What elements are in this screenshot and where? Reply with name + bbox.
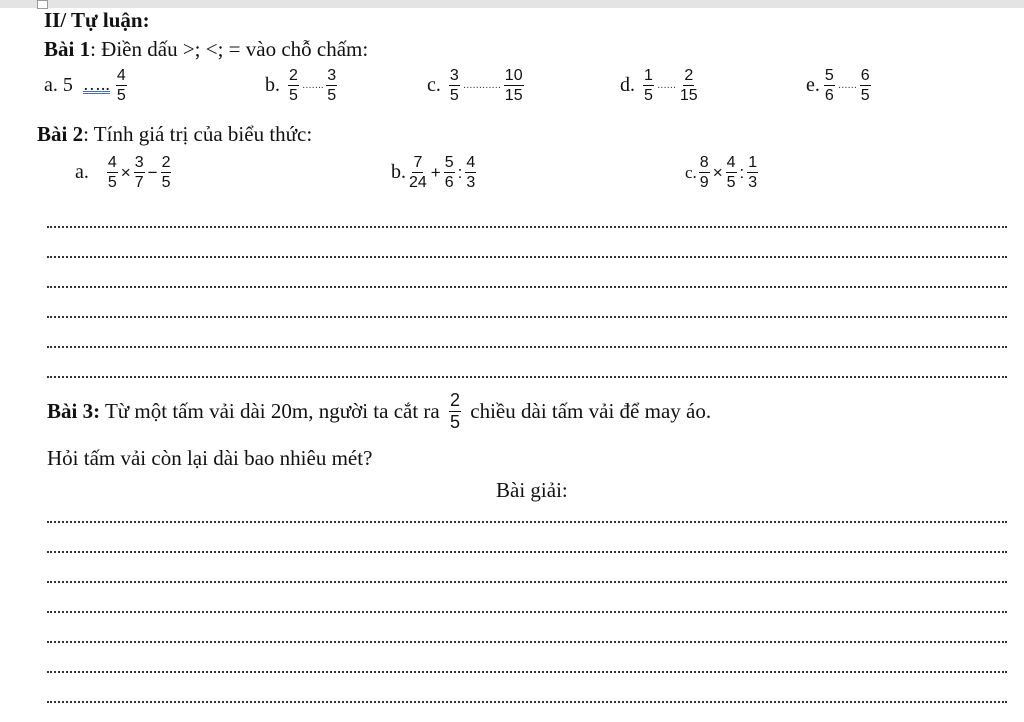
bai1-label: Bài 1 bbox=[44, 37, 91, 61]
answer-blank[interactable]: ………… bbox=[462, 80, 501, 91]
bai1-item-e bbox=[806, 66, 873, 105]
answer-blank[interactable]: ….. bbox=[82, 74, 110, 94]
bai2-label: Bài 2 bbox=[37, 122, 84, 146]
bai1-instruction: : Điền dấu >; <; = vào chỗ chấm: bbox=[90, 37, 369, 61]
fraction-right: $\frac{3}{5}$ bbox=[327, 67, 337, 104]
fraction: $\frac{1}{3}$ bbox=[748, 154, 758, 191]
fraction: $\frac{3}{7}$ bbox=[134, 154, 144, 191]
answer-line[interactable] bbox=[47, 376, 1007, 378]
item-label: d. bbox=[620, 74, 635, 96]
bai2-instruction: : Tính giá trị của biểu thức: bbox=[83, 122, 313, 146]
operator: − bbox=[147, 162, 158, 182]
operator: : bbox=[457, 162, 463, 182]
bai2-expr-c bbox=[685, 153, 760, 192]
answer-line[interactable] bbox=[47, 641, 1007, 643]
fraction-left: $\frac{3}{5}$ bbox=[449, 67, 459, 104]
bai3-text-after: chiều dài tấm vải để may áo. bbox=[465, 399, 712, 423]
bai3-text-before: Từ một tấm vải dài 20m, người ta cắt ra bbox=[100, 399, 445, 423]
bai3-label: Bài 3: bbox=[47, 399, 101, 423]
operator: × bbox=[120, 162, 131, 182]
answer-line[interactable] bbox=[47, 256, 1007, 258]
answer-line[interactable] bbox=[47, 316, 1007, 318]
bai2-expr-b bbox=[391, 153, 478, 192]
fraction: $\frac{2}{5}$ bbox=[450, 390, 461, 432]
answer-blank[interactable]: …… bbox=[837, 80, 857, 91]
item-label: a. bbox=[75, 161, 89, 183]
bai1-item-a bbox=[44, 66, 129, 105]
answer-blank[interactable]: …… bbox=[656, 80, 676, 91]
fraction: $\frac{7}{24}$ bbox=[409, 154, 427, 191]
answer-line[interactable] bbox=[47, 671, 1007, 673]
bai1-heading bbox=[44, 37, 368, 62]
operator: × bbox=[712, 162, 723, 182]
fraction: $\frac{4}{3}$ bbox=[466, 154, 476, 191]
answer-line[interactable] bbox=[47, 346, 1007, 348]
item-label: c. bbox=[685, 162, 697, 182]
answer-line[interactable] bbox=[47, 551, 1007, 553]
fraction: $\frac{4}{5}$ bbox=[726, 154, 736, 191]
fraction: $\frac{5}{6}$ bbox=[444, 154, 454, 191]
window-top-bar bbox=[0, 0, 1024, 8]
bai3-question: Hỏi tấm vải còn lại dài bao nhiêu mét? bbox=[47, 446, 373, 470]
answer-line[interactable] bbox=[47, 581, 1007, 583]
answer-blank[interactable]: ……. bbox=[301, 80, 324, 91]
fraction-right: $\frac{2}{15}$ bbox=[679, 67, 698, 104]
fraction: $\frac{8}{9}$ bbox=[699, 154, 709, 191]
fraction-right: $\frac{6}{5}$ bbox=[860, 67, 870, 104]
bai1-item-d bbox=[620, 66, 701, 105]
item-label: c. bbox=[427, 74, 441, 96]
answer-line[interactable] bbox=[47, 701, 1007, 703]
bai2-expr-a bbox=[75, 153, 173, 192]
answer-line[interactable] bbox=[47, 521, 1007, 523]
bai1-item-b bbox=[265, 66, 339, 105]
fraction: $\frac{2}{5}$ bbox=[161, 154, 171, 191]
fraction: $\frac{4}{5}$ bbox=[116, 67, 126, 104]
item-label: b. bbox=[391, 161, 406, 183]
fraction-left: $\frac{2}{5}$ bbox=[289, 67, 298, 104]
answer-line[interactable] bbox=[47, 226, 1007, 228]
fraction-left: $\frac{1}{5}$ bbox=[644, 67, 653, 104]
bai3-problem bbox=[47, 390, 711, 433]
bai1-item-c bbox=[427, 66, 526, 105]
solution-title: Bài giải: bbox=[496, 478, 568, 502]
item-label: b. bbox=[265, 74, 280, 96]
item-label: a. 5 bbox=[44, 74, 73, 96]
answer-line[interactable] bbox=[47, 286, 1007, 288]
operator: : bbox=[739, 162, 745, 182]
fraction: $\frac{4}{5}$ bbox=[107, 154, 117, 191]
answer-line[interactable] bbox=[47, 611, 1007, 613]
section-title: II/ Tự luận: bbox=[44, 8, 150, 32]
item-label: e. bbox=[806, 74, 820, 96]
bai2-heading bbox=[37, 122, 312, 147]
operator: + bbox=[430, 162, 441, 182]
fraction-left: $\frac{5}{6}$ bbox=[824, 67, 834, 104]
fraction-right: $\frac{10}{15}$ bbox=[504, 67, 523, 104]
